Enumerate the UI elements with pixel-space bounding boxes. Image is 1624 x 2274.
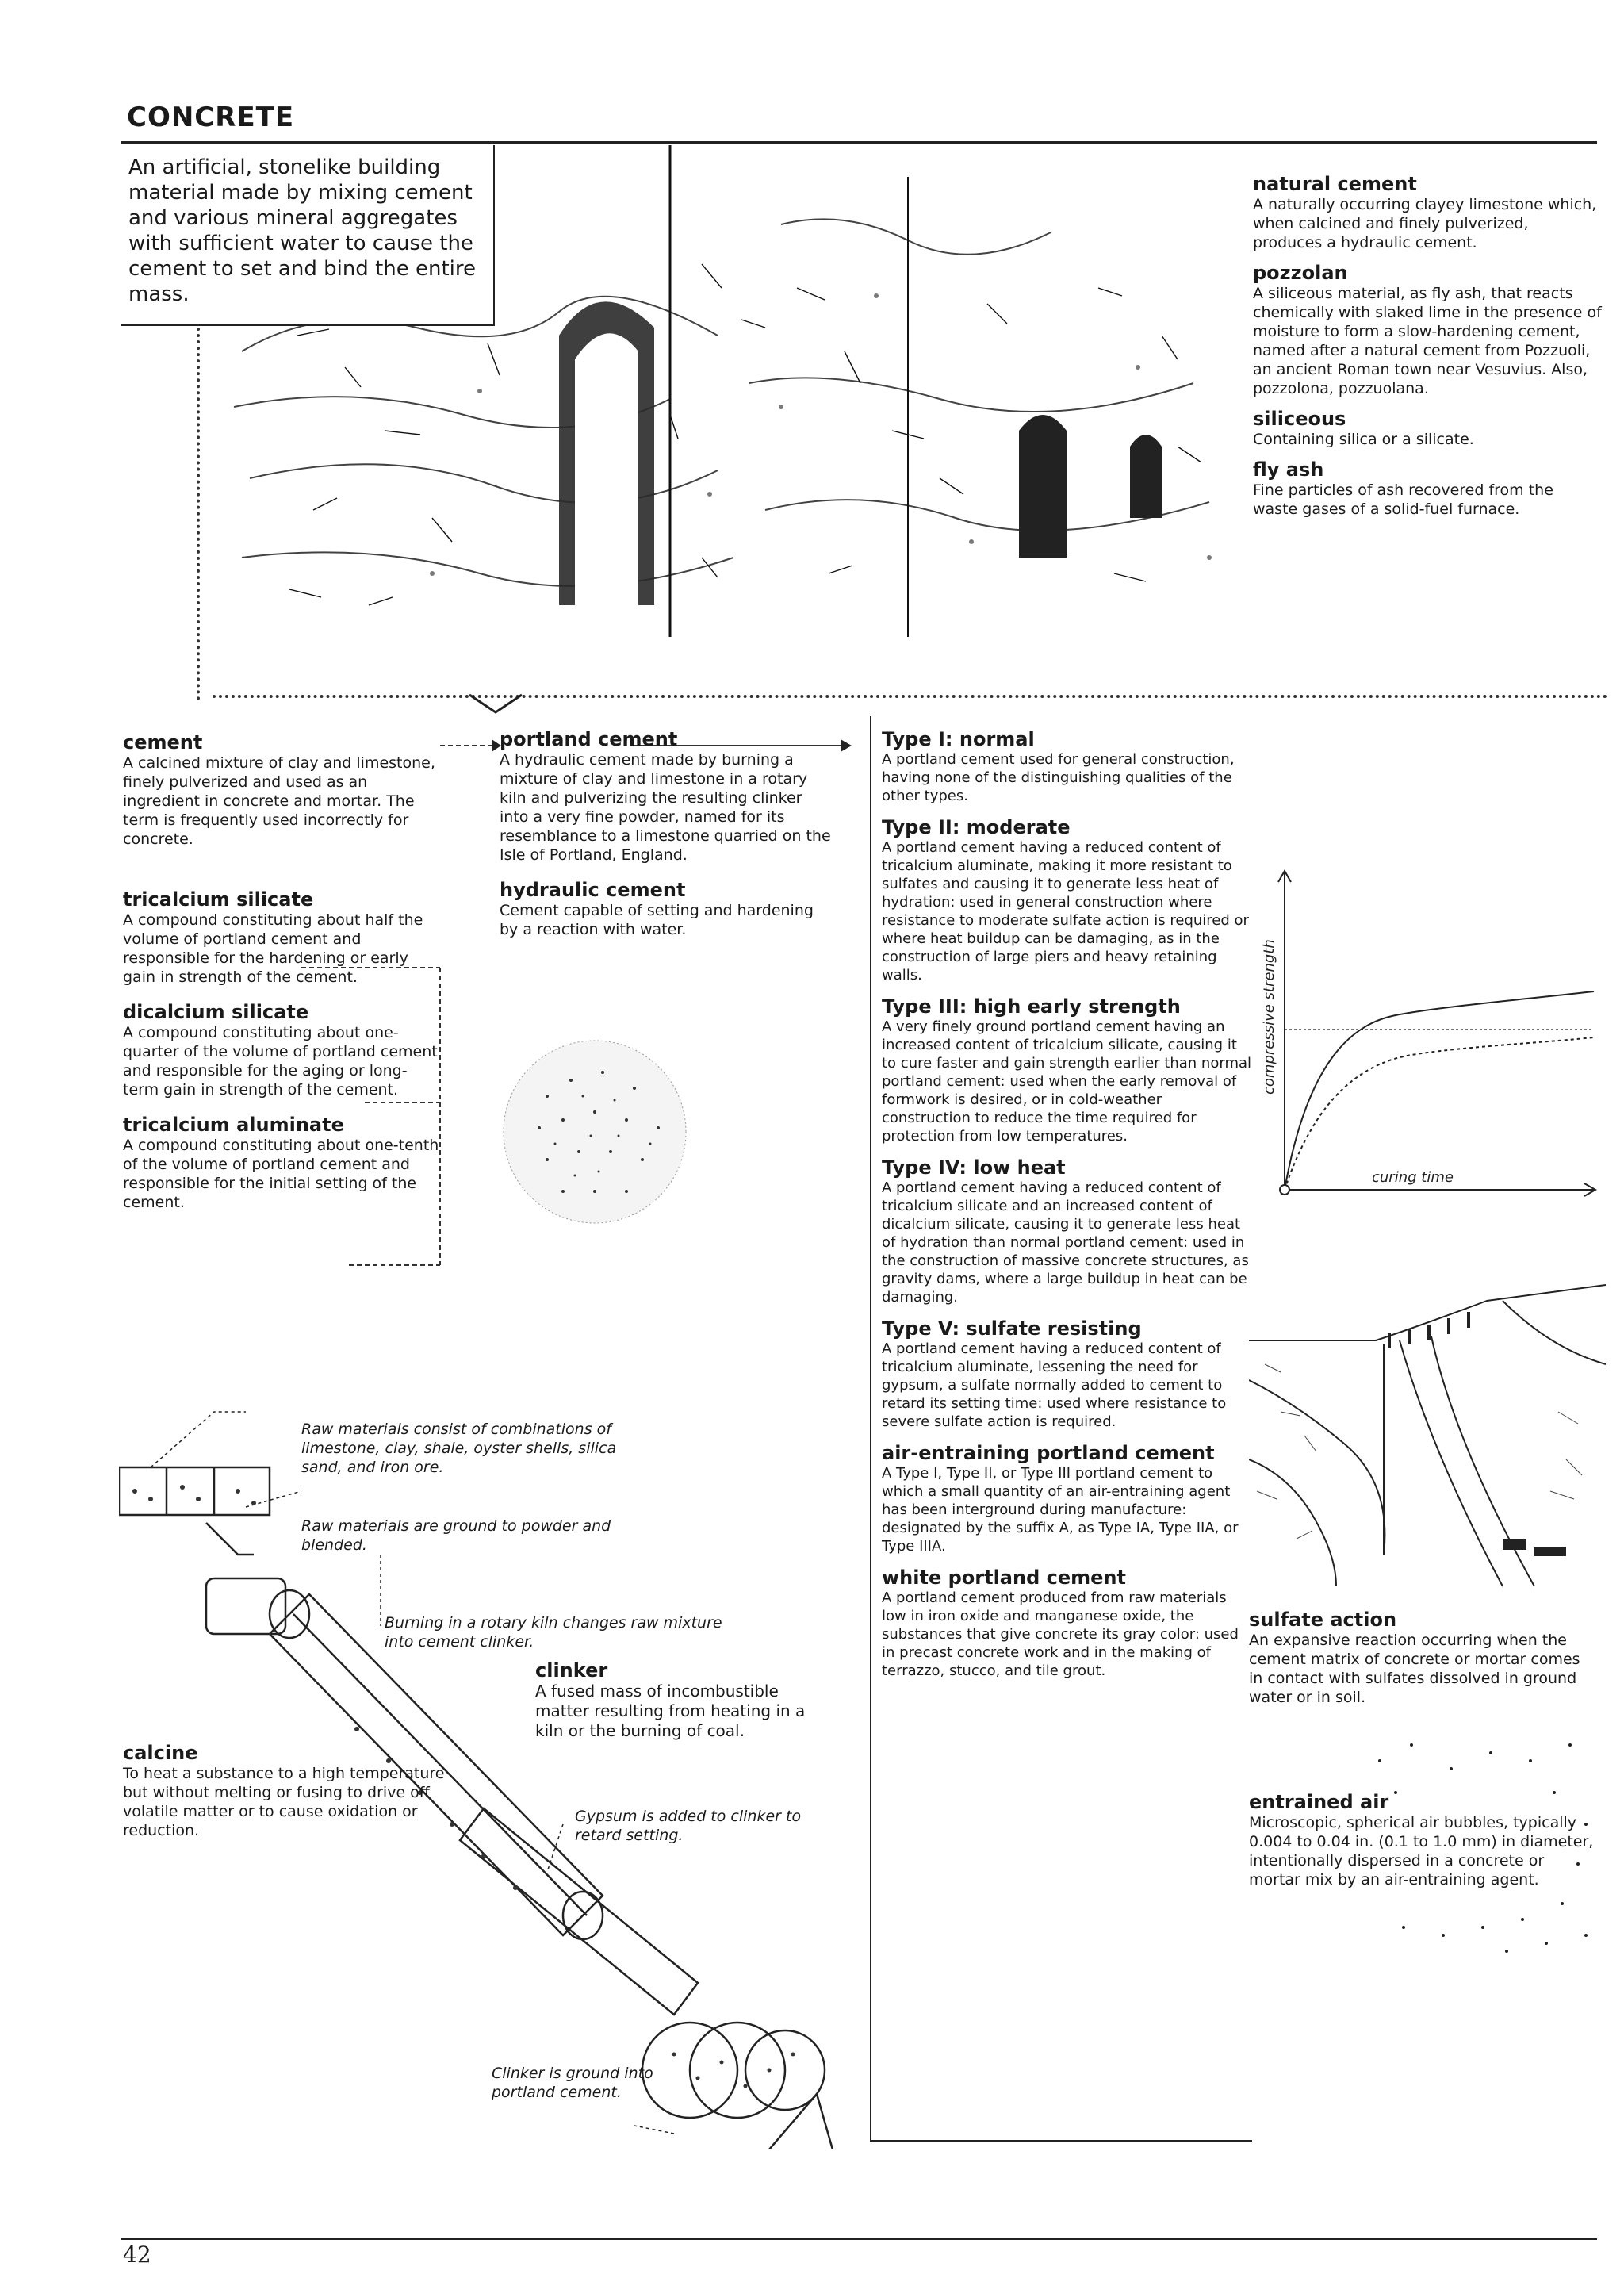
def-clinker (535, 1659, 837, 1741)
page-title: CONCRETE (127, 102, 295, 133)
term-description: A hydraulic cement made by burning a mixture of clay and limestone in a rotary kiln and pulverizing the resulting clinker into a very fine powder, named for its resemblance to a limestone quarried on the Isle of Portland, England. (500, 751, 831, 864)
term-description: A very finely ground portland cement having an increased content of tricalcium silicate, causing it to cure faster and gain strength earlier than normal portland cement: used when the early removal of formwork is desired, or in cold-weather construction to reduce the time required for protection from low temperatures. (882, 1018, 1252, 1145)
term-description: An expansive reaction occurring when the cement matrix of concrete or mortar comes in contact with sulfates dissolved in ground water or in soil. (1249, 1632, 1580, 1706)
note-ground-blended: Raw materials are ground to powder and blended. (301, 1517, 611, 1554)
def-sulfate-action (1249, 1609, 1598, 1707)
def-hydraulic-cement (500, 879, 833, 939)
column-cement-types (882, 728, 1254, 1691)
term-label: entrained air (1249, 1791, 1389, 1813)
air-bubbles-illustration (1364, 1729, 1602, 1967)
term-label: hydraulic cement (500, 879, 686, 901)
title-rule (121, 141, 1597, 144)
term-label: pozzolan (1253, 262, 1348, 284)
term-label: calcine (123, 1742, 198, 1764)
term-label: Type IV: low heat (882, 1156, 1066, 1179)
right-definitions (1253, 173, 1602, 528)
term-label: tricalcium aluminate (123, 1114, 344, 1136)
note-clinker-ground: Clinker is ground into portland cement. (492, 2065, 653, 2101)
term-description: A compound constituting about one-quarter of the volume of portland cement and responsible for the aging or long-term gain in strength of the cement. (123, 1024, 438, 1099)
intro-text: An artificial, stonelike building material made by mixing cement and various mineral aggregates with sufficient water to cause the cement to set and bind the entire mass. (128, 155, 477, 306)
intro-definition (121, 145, 495, 326)
def-type-iii (882, 995, 1254, 1145)
term-description: To heat a substance to a high temperature but without melting or fusing to drive off volatile matter or to cause oxidation or reduction. (123, 1765, 445, 1839)
graph-y-label: compressive strength (1261, 939, 1277, 1095)
note-burning-kiln: Burning in a rotary kiln changes raw mixture into cement clinker. (385, 1614, 722, 1651)
term-description: Fine particles of ash recovered from the waste gases of a solid-fuel furnace. (1253, 481, 1553, 518)
term-label: fly ash (1253, 458, 1324, 481)
term-label: siliceous (1253, 408, 1346, 430)
def-natural-cement (1253, 173, 1602, 252)
term-description: A Type I, Type II, or Type III portland cement to which a small quantity of an air-entraining agent has been interground during manufacture: designated by the suffix A, as Type IA, Type IIA, or Type IIIA. (882, 1465, 1239, 1555)
term-description: A calcined mixture of clay and limestone, finely pulverized and used as an ingredient in concrete and mortar. The term is frequently used incorrectly for concrete. (123, 754, 435, 848)
note-gypsum: Gypsum is added to clinker to retard setting. (575, 1808, 802, 1844)
term-description: A portland cement having a reduced content of tricalcium silicate and an increased content of dicalcium silicate, causing it to generate less heat of hydration than normal portland cement: used in the construction of massive concrete structures, as gravity dams, where a large buildup in heat can be damaging. (882, 1179, 1249, 1306)
term-description: Microscopic, spherical air bubbles, typically 0.004 to 0.04 in. (0.1 to 1.0 mm) in diameter, intentionally dispersed in a concrete or mortar mix by an air-entraining agent. (1249, 1814, 1594, 1889)
term-description: A portland cement having a reduced content of tricalcium aluminate, lessening the need for gypsum, a sulfate normally added to cement to retard its setting time: used where resistance to severe sulfate action is required. (882, 1340, 1227, 1430)
strength-graph (1253, 857, 1602, 1221)
term-label: dicalcium silicate (123, 1001, 309, 1023)
def-pozzolan (1253, 262, 1602, 398)
footer-rule (121, 2238, 1597, 2240)
term-label: sulfate action (1249, 1609, 1397, 1631)
term-label: tricalcium silicate (123, 888, 314, 911)
term-label: cement (123, 731, 203, 754)
note-raw-materials: Raw materials consist of combinations of limestone, clay, shale, oyster shells, silica sand, and iron ore. (301, 1421, 617, 1476)
term-description: A portland cement produced from raw materials low in iron oxide and manganese oxide, the substances that give concrete its gray color: used in precast concrete work and in the making of terrazzo, stucco, and tile grout. (882, 1589, 1239, 1679)
term-label: white portland cement (882, 1566, 1126, 1589)
term-label: natural cement (1253, 173, 1417, 195)
graph-x-label: curing time (1372, 1169, 1454, 1186)
term-description: A fused mass of incombustible matter resulting from heating in a kiln or the burning of coal. (535, 1682, 806, 1740)
term-description: A portland cement used for general construction, having none of the distinguishing qualities of the other types. (882, 751, 1235, 804)
def-calcine (123, 1742, 456, 1840)
term-label: Type I: normal (882, 728, 1035, 750)
term-description: Containing silica or a silicate. (1253, 431, 1474, 448)
term-description: A compound constituting about half the volume of portland cement and responsible for the hardening or early gain in strength of the cement. (123, 911, 423, 986)
def-portland-cement (500, 728, 833, 865)
term-label: air-entraining portland cement (882, 1442, 1215, 1464)
term-label: Type V: sulfate resisting (882, 1317, 1142, 1340)
def-type-ii (882, 816, 1254, 984)
column-portland (500, 728, 833, 953)
term-label: Type III: high early strength (882, 995, 1181, 1018)
term-description: A compound constituting about one-tenth of the volume of portland cement and responsible for the initial setting of the cement. (123, 1137, 439, 1211)
def-fly-ash (1253, 458, 1602, 519)
def-type-v (882, 1317, 1254, 1431)
term-description: A siliceous material, as fly ash, that reacts chemically with slaked lime in the presence of moisture to form a slow-hardening cement, named after a natural cement from Pozzuoli, an ancient Roman town near Vesuvius. Also, pozzolona, pozzuolana. (1253, 285, 1602, 397)
dotted-connector-horizontal (213, 695, 1608, 700)
def-type-i (882, 728, 1254, 805)
term-label: Type II: moderate (882, 816, 1071, 838)
term-label: portland cement (500, 728, 678, 750)
arrow-down-icon (468, 692, 523, 715)
def-type-iv (882, 1156, 1254, 1306)
term-description: Cement capable of setting and hardening by a reaction with water. (500, 902, 814, 938)
dotted-connector-vertical (197, 328, 200, 700)
def-white-portland (882, 1566, 1254, 1680)
term-description: A naturally occurring clayey limestone which, when calcined and finely pulverized, produces a hydraulic cement. (1253, 196, 1597, 251)
page-number: 42 (123, 2241, 151, 2268)
cement-powder-illustration (500, 1033, 690, 1231)
def-siliceous (1253, 408, 1602, 449)
term-label: clinker (535, 1659, 608, 1682)
def-air-entraining (882, 1442, 1254, 1555)
term-description: A portland cement having a reduced content of tricalcium aluminate, making it more resistant to sulfates and causing it to generate less heat of hydration: used in general construction where resistance to moderate sulfate action is required or where heat buildup can be damaging, as in the construction of large piers and heavy retaining walls. (882, 839, 1249, 984)
dam-illustration (1249, 1253, 1606, 1602)
